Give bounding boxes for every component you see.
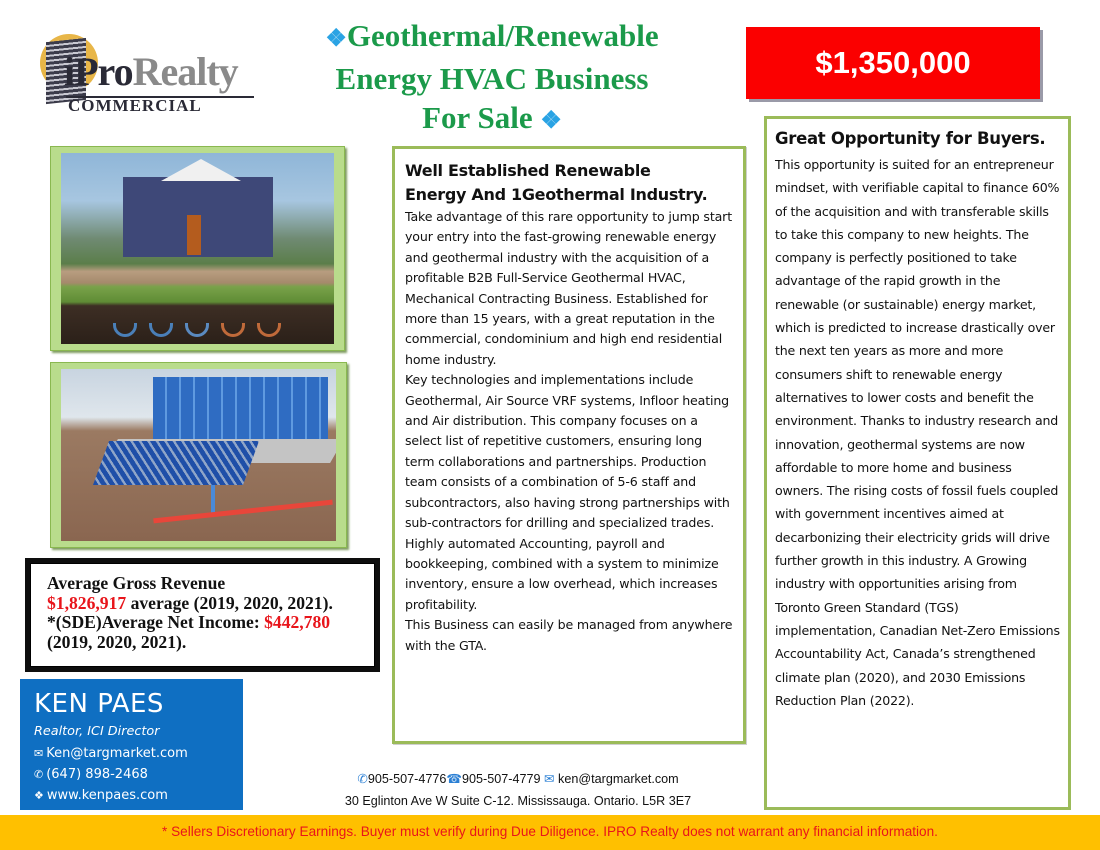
agent-contact-card: [20, 679, 243, 810]
diamond-bullet-icon: ❖: [540, 108, 562, 134]
gross-revenue-line: $1,826,917 average (2019, 2020, 2021).: [47, 592, 333, 613]
agent-phone-link[interactable]: ✆ (647) 898-2468: [34, 767, 148, 782]
glass-facade-shape: [153, 377, 328, 447]
buyer-opportunity-paragraph: This opportunity is suited for an entrepreneur mindset, with verifiable capital to finance 60% of the acquisition and with transferable skills to take this company to new heights. The company is perfectly positioned to take advantage of the rapid growth in the renewable (or sustainable) energy market, which is predicted to increase drastically over the next ten years as more and more consumers shift to renewable energy alternatives to lower costs and benefit the environment. Thanks to industry research and innovation, geothermal systems are now affordable to more home and business owners. The rising costs of fossil fuels coupled with government incentives aimed at decarbonizing their electricity grids will drive further growth in this industry. A Growing industry with opportunities arising from Toronto Green Standard (TGS) implementation, Canadian Net-Zero Emissions Accountability Act, Canada’s strengthened climate plan (2020), and 2030 Emissions Reduction Plan (2022).: [775, 157, 1060, 708]
building-image: [61, 369, 336, 541]
roof-shape: [161, 159, 241, 181]
office-contact: [322, 768, 714, 812]
logo-subtitle: COMMERCIAL: [68, 96, 202, 115]
title-line-3: For Sale ❖: [422, 100, 562, 135]
office-phone[interactable]: 905-507-4776: [367, 772, 447, 786]
agent-name: KEN PAES: [34, 689, 164, 719]
logo-pro-text: iPro: [64, 49, 133, 94]
agent-email-link[interactable]: ✉ Ken@targmarket.com: [34, 746, 188, 761]
office-email[interactable]: ken@targmarket.com: [558, 772, 679, 786]
house-geothermal-photo: [50, 146, 345, 351]
logo-realty-text: Realty: [132, 49, 238, 94]
title-line-2: Energy HVAC Business: [335, 61, 649, 96]
phone-icon: ✆: [357, 772, 368, 786]
ground-loop-icon: [113, 323, 137, 337]
title-line-1: ❖Geothermal/Renewable: [325, 18, 659, 53]
gross-revenue-value: $1,826,917: [47, 592, 127, 613]
net-income-line: *(SDE)Average Net Income: $442,780: [47, 612, 331, 632]
net-income-years: (2019, 2020, 2021).: [47, 631, 187, 652]
business-description-heading: Well Established Renewable Energy And 1Geothermal Industry.: [405, 161, 708, 204]
ground-loop-icon: [149, 323, 173, 337]
revenue-summary-box: [25, 558, 380, 672]
business-description-paragraph-2: Key technologies and implementations include Geothermal, Air Source VRF systems, Infloor heating and Air distribution. This company focuses on a select list of repetitive customers, ensuring long term collaborations and partnerships. Production team consists of a combination of 5-6 staff and subcontractors, also having strong partnerships with sub-contractors for drilling and specialized trades. Highly automated Accounting, payroll and bookkeeping, combined with a system to minimize inventory, ensure a low overhead, which increases profitability.: [405, 372, 730, 612]
page-title: [292, 16, 692, 141]
revenue-label: Average Gross Revenue: [47, 573, 226, 593]
ground-loop-icon: [257, 323, 281, 337]
commercial-geothermal-photo: [50, 362, 347, 548]
red-pipe-shape: [153, 500, 333, 524]
fax-icon: ☎: [446, 772, 463, 786]
office-contact-line: [322, 768, 714, 790]
business-description-paragraph-3: This Business can easily be managed from anywhere with the GTA.: [405, 617, 733, 653]
ground-loop-icon: [221, 323, 245, 337]
asking-price: $1,350,000: [815, 45, 971, 80]
ground-loop-icon: [185, 323, 209, 337]
envelope-icon: ✉: [34, 747, 44, 760]
ipro-realty-logo: [34, 30, 259, 115]
agent-website-link[interactable]: ❖ www.kenpaes.com: [34, 788, 168, 803]
diamond-bullet-icon: ❖: [325, 26, 347, 52]
buyer-opportunity-heading: Great Opportunity for Buyers.: [775, 129, 1046, 148]
office-fax: 905-507-4779: [462, 772, 541, 786]
logo-wordmark: [64, 48, 238, 95]
house-image: [61, 153, 334, 344]
asking-price-badge: [746, 27, 1040, 99]
office-address: 30 Eglinton Ave W Suite C-12. Mississauga. Ontario. L5R 3E7: [344, 794, 692, 808]
door-shape: [187, 215, 201, 255]
business-description-paragraph-1: Take advantage of this rare opportunity to jump start your entry into the fast-growing renewable energy and geothermal industry with the acquisition of a profitable B2B Full-Service Geothermal HVAC, Mechanical Contracting Business. Established for more than 15 years, with a great reputation in the commercial, condominium and high end residential home industry.: [405, 209, 733, 367]
business-description-box: [392, 146, 746, 744]
pipe-mat-shape: [93, 441, 259, 485]
disclaimer-text: * Sellers Discretionary Earnings. Buyer must verify during Due Diligence. IPRO Realty does not warrant any financial information.: [162, 824, 938, 839]
diamond-bullet-icon: ❖: [34, 789, 44, 802]
net-income-value: $442,780: [264, 612, 331, 632]
agent-role: Realtor, ICI Director: [34, 724, 160, 739]
disclaimer-footer: [0, 815, 1100, 850]
blue-pipe-shape: [211, 485, 215, 515]
phone-icon: ✆: [34, 768, 44, 781]
buyer-opportunity-box: [764, 116, 1071, 810]
envelope-icon: ✉: [543, 772, 555, 786]
revenue-summary-inner: [31, 564, 374, 666]
